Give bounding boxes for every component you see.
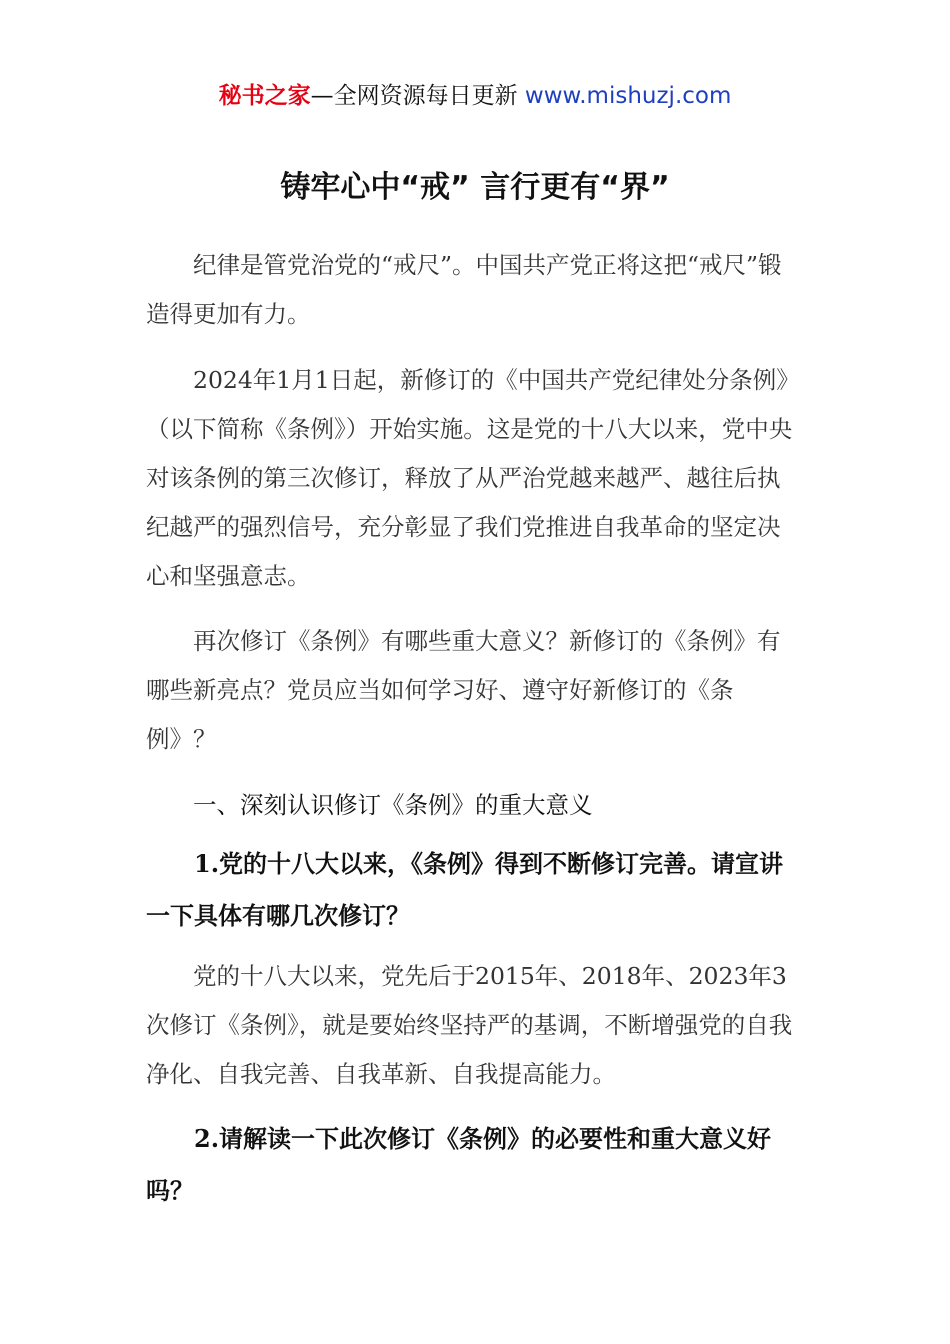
question-1: 1.党的十八大以来，《条例》得到不断修订完善。请宣讲一下具体有哪几次修订？ <box>146 849 784 930</box>
header-tagline: —全网资源每日更新 <box>310 83 525 109</box>
document-title: 铸牢心中“戒” 言行更有“界” <box>280 170 670 205</box>
brand-name: 秘书之家 <box>218 83 311 109</box>
paragraph-answer-1: 党的十八大以来，党先后于2015年、2018年、2023年3次修订《条例》，就是要始终坚持严的基调，不断增强党的自我净化、自我完善、自我革新、自我提高能力。 <box>146 962 793 1088</box>
paragraph-intro: 纪律是管党治党的“戒尺”。中国共产党正将这把“戒尺”锻造得更加有力。 <box>146 251 782 328</box>
section-heading-1: 一、深刻认识修订《条例》的重大意义 <box>193 791 593 819</box>
question-2: 2.请解读一下此次修订《条例》的必要性和重大意义好吗？ <box>146 1124 772 1205</box>
site-header <box>0 80 950 112</box>
paragraph-background: 2024年1月1日起，新修订的《中国共产党纪律处分条例》（以下简称《条例》）开始实施。这是党的十八大以来，党中央对该条例的第三次修订，释放了从严治党越来越严、越往后执纪越严的强烈信号，充分彰显了我们党推进自我革命的坚定决心和坚强意志。 <box>146 366 800 590</box>
paragraph-questions: 再次修订《条例》有哪些重大意义？新修订的《条例》有哪些新亮点？党员应当如何学习好、遵守好新修订的《条例》？ <box>146 627 781 753</box>
site-url-link[interactable]: www.mishuzj.com <box>524 83 732 109</box>
